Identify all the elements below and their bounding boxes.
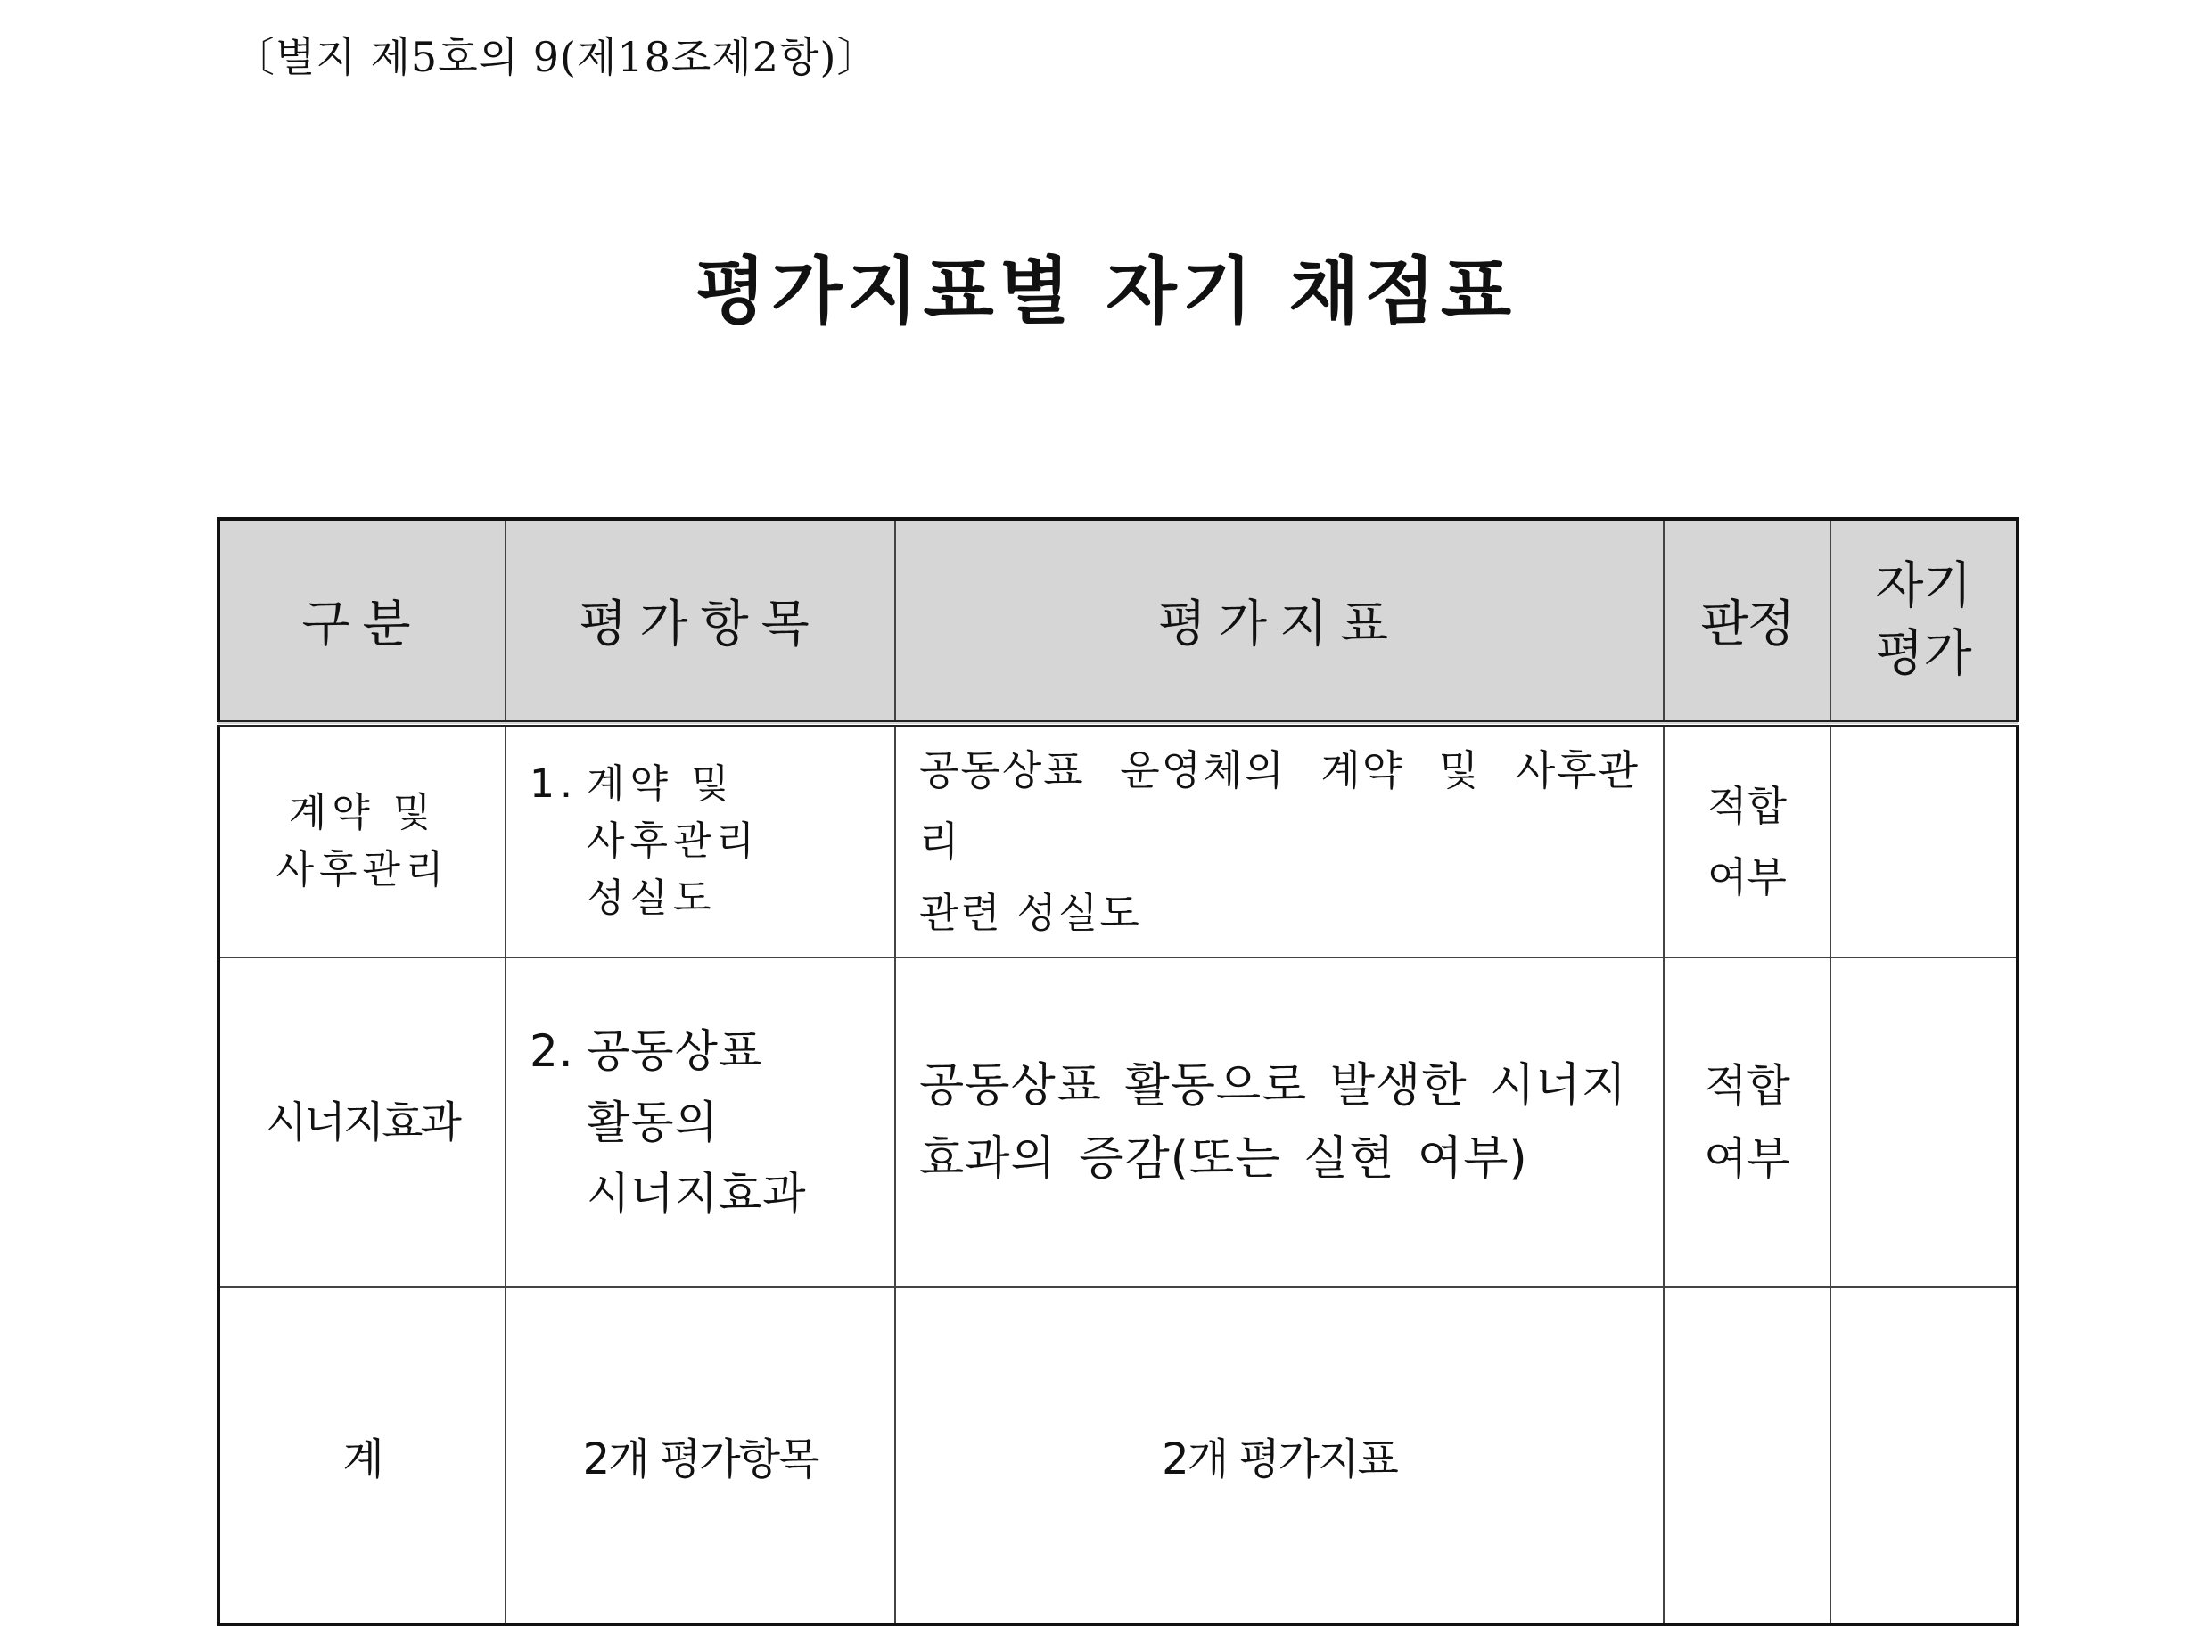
division-line: 계약 및 — [288, 789, 437, 835]
header-evaluation-item: 평가항목 — [506, 519, 895, 724]
item-number: 1. — [530, 760, 578, 807]
indicator-line: 효과의 증감(또는 실현 여부) — [919, 1131, 1528, 1186]
item-number: 2. — [530, 1024, 574, 1077]
document-title: 평가지표별 자기 채점표 — [695, 249, 1517, 334]
verdict-cell — [1664, 724, 1830, 958]
table-row — [218, 958, 2018, 1287]
table-header-row — [218, 519, 2018, 724]
table-row — [218, 724, 2018, 958]
total-items-cell: 2개 평가항목 — [506, 1287, 895, 1624]
header-self-evaluation-line1: 자기 — [1875, 557, 1972, 615]
division-cell — [218, 724, 506, 958]
total-label-cell: 계 — [218, 1287, 506, 1624]
item-line: 계약 및 — [587, 760, 735, 807]
header-self-evaluation — [1830, 519, 2018, 724]
total-self-evaluation-cell[interactable] — [1830, 1287, 2018, 1624]
form-reference: 〔별지 제5호의 9(제18조제2항)〕 — [234, 33, 879, 81]
division-line: 시너지효과 — [266, 1097, 459, 1147]
verdict-line: 여부 — [1707, 852, 1787, 901]
evaluation-item-cell — [506, 724, 895, 958]
verdict-line: 적합 — [1707, 781, 1787, 830]
table-total-row — [218, 1287, 2018, 1624]
header-division: 구분 — [218, 519, 506, 724]
indicator-line: 공동상표 활동으로 발생한 시너지 — [919, 1058, 1627, 1113]
evaluation-indicator-cell — [895, 958, 1664, 1287]
item-line: 사후관리 — [587, 818, 761, 864]
item-line: 성실도 — [587, 875, 717, 921]
total-verdict-cell[interactable] — [1664, 1287, 1830, 1624]
verdict-line: 여부 — [1704, 1132, 1790, 1185]
evaluation-indicator-cell — [895, 724, 1664, 958]
header-verdict: 판정 — [1664, 519, 1830, 724]
evaluation-item-cell — [506, 958, 895, 1287]
verdict-line: 적합 — [1704, 1059, 1790, 1112]
indicator-line: 공동상표 운영체의 계약 및 사후관리 — [919, 745, 1640, 866]
verdict-cell — [1664, 958, 1830, 1287]
division-cell — [218, 958, 506, 1287]
header-evaluation-indicator: 평가지표 — [895, 519, 1664, 724]
total-indicators-cell: 2개 평가지표 — [895, 1287, 1664, 1624]
item-line: 공동상표 — [587, 1024, 763, 1077]
self-evaluation-cell[interactable] — [1830, 958, 2018, 1287]
item-line: 활동의 — [587, 1096, 719, 1148]
self-scoring-table — [217, 517, 2019, 1626]
division-line: 사후관리 — [275, 846, 449, 892]
item-line: 시너지효과 — [587, 1167, 807, 1220]
self-evaluation-cell[interactable] — [1830, 724, 2018, 958]
header-self-evaluation-line2: 평가 — [1875, 625, 1972, 683]
indicator-line: 관련 성실도 — [919, 888, 1141, 937]
